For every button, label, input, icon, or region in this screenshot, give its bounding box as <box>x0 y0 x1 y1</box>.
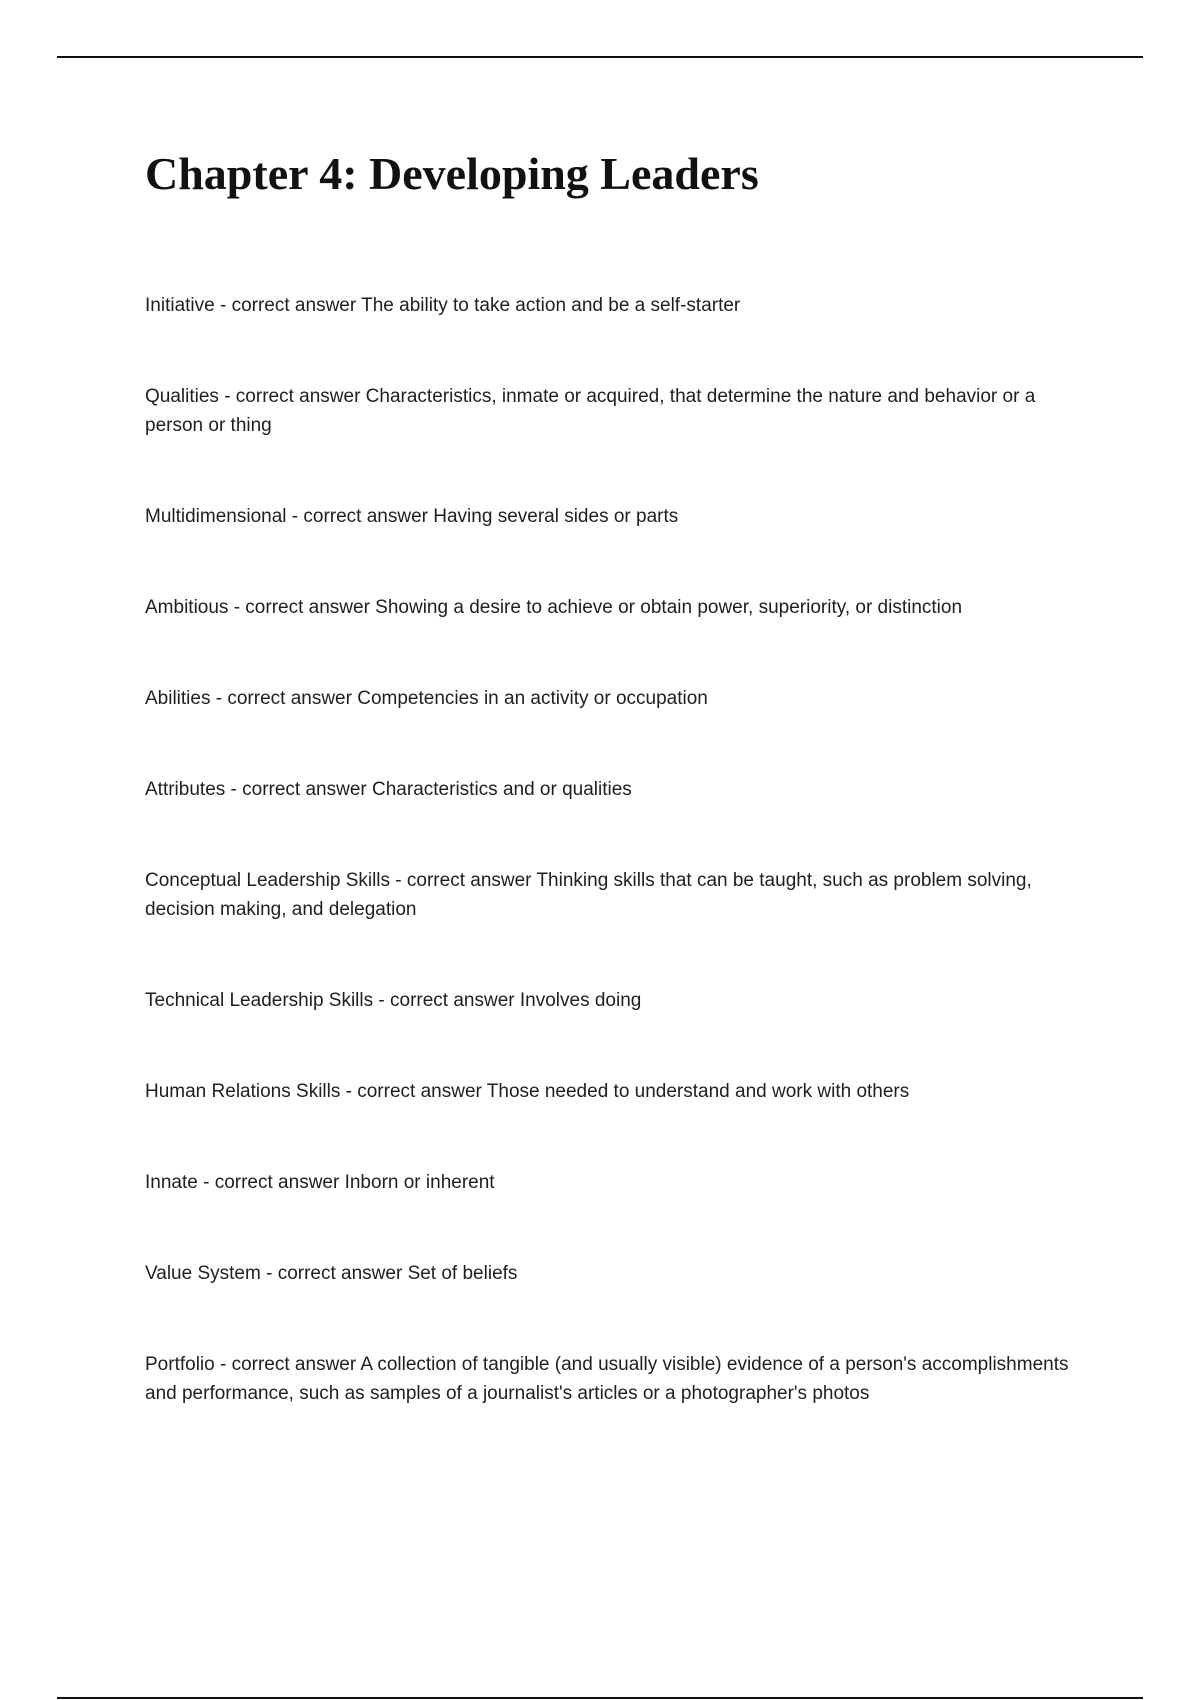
top-divider <box>57 56 1143 58</box>
flashcard-entry: Abilities - correct answer Competencies in an activity or occupation <box>145 688 708 709</box>
flashcard-entry: Innate - correct answer Inborn or inherent <box>145 1172 495 1193</box>
flashcard-entry: Value System - correct answer Set of beliefs <box>145 1263 518 1284</box>
flashcard-entry: Conceptual Leadership Skills - correct answer Thinking skills that can be taught, such as problem solving, decision making, and delegation <box>145 870 1032 920</box>
page-title: Chapter 4: Developing Leaders <box>145 148 759 199</box>
flashcard-entry: Ambitious - correct answer Showing a desire to achieve or obtain power, superiority, or distinction <box>145 597 963 618</box>
flashcard-entry: Multidimensional - correct answer Having several sides or parts <box>145 506 679 527</box>
flashcard-entry: Qualities - correct answer Characteristics, inmate or acquired, that determine the nature and behavior or a person or thing <box>145 386 1036 436</box>
flashcard-entry: Human Relations Skills - correct answer Those needed to understand and work with others <box>145 1081 910 1102</box>
flashcard-list <box>145 291 1095 1470</box>
flashcard-entry: Portfolio - correct answer A collection of tangible (and usually visible) evidence of a person's accomplishments and performance, such as samples of a journalist's articles or a photographer's photos <box>145 1354 1069 1404</box>
bottom-divider <box>57 1697 1143 1699</box>
flashcard-entry: Technical Leadership Skills - correct answer Involves doing <box>145 990 642 1011</box>
flashcard-entry: Attributes - correct answer Characteristics and or qualities <box>145 779 632 800</box>
flashcard-entry: Initiative - correct answer The ability to take action and be a self-starter <box>145 295 741 316</box>
